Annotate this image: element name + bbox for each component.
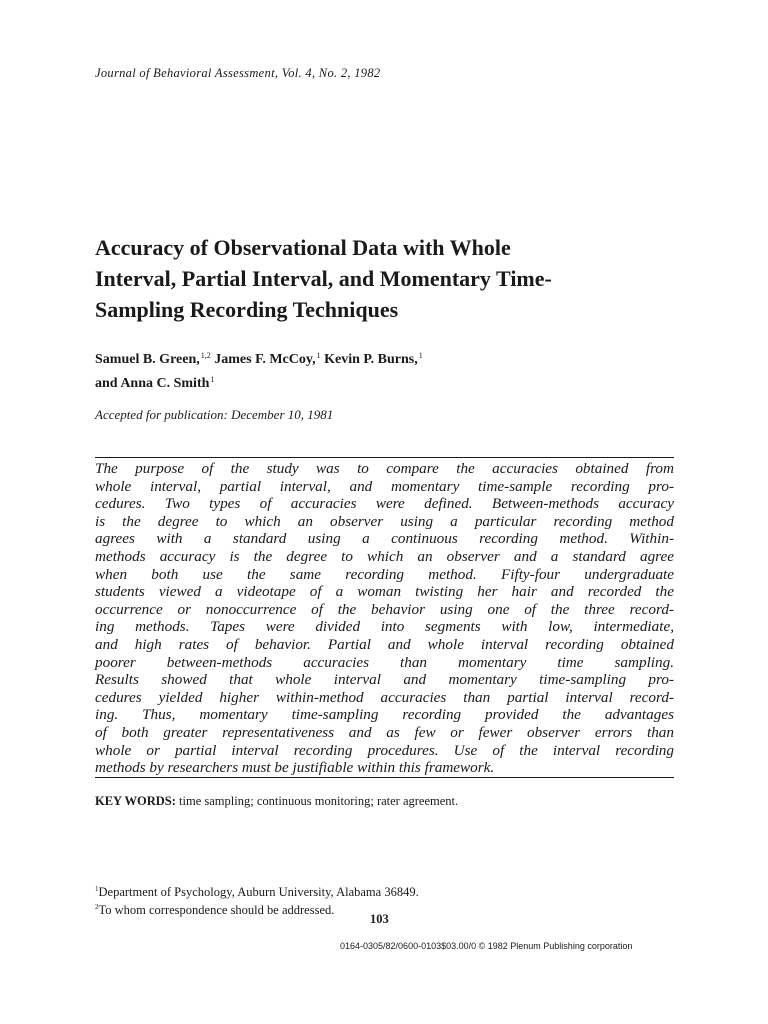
abstract-line: students viewed a videotape of a woman twisting her hair and recorded the [95, 583, 674, 601]
author-list [95, 346, 423, 394]
abstract-line: cedures yielded higher within-method accuracies than partial interval record- [95, 688, 674, 706]
author-name: James F. McCoy, [214, 352, 316, 367]
abstract-line: is the degree to which an observer using a particular recording method [95, 512, 674, 530]
footnote [95, 882, 419, 900]
abstract-top-rule [95, 457, 674, 458]
affiliation-marker: 1 [210, 375, 215, 384]
journal-header: Journal of Behavioral Assessment, Vol. 4, No. 2, 1982 [95, 66, 381, 80]
abstract-line: agrees with a standard using a continuous recording method. Within- [95, 530, 674, 548]
keywords-text: time sampling; continuous monitoring; rater agreement. [179, 794, 459, 808]
abstract-bottom-rule [95, 777, 674, 778]
abstract-line: cedures. Two types of accuracies were defined. Between-methods accuracy [95, 495, 674, 513]
footnote-text: To whom correspondence should be addressed. [98, 903, 335, 917]
abstract-line: whole or partial interval recording procedures. Use of the interval recording [95, 741, 674, 759]
abstract-line: and high rates of behavior. Partial and whole interval recording obtained [95, 635, 674, 653]
abstract-line: methods by researchers must be justifiable within this framework. [95, 759, 495, 777]
abstract-line: occurrence or nonoccurrence of the behavior using one of the three record- [95, 600, 674, 618]
affiliation-marker: 1 [418, 351, 423, 360]
affiliation-marker: 1 [316, 351, 321, 360]
footnote-marker: 1 [95, 885, 99, 893]
abstract-line: when both use the same recording method. Fifty-four undergraduate [95, 565, 674, 583]
page-number: 103 [370, 912, 389, 926]
abstract-line: ing. Thus, momentary time-sampling recording provided the advantages [95, 706, 674, 724]
accepted-date: Accepted for publication: December 10, 1981 [95, 407, 334, 422]
footnote-text: Department of Psychology, Auburn University, Alabama 36849. [98, 885, 419, 899]
author-conjunction: and [95, 376, 118, 391]
abstract-line: ing methods. Tapes were divided into segments with low, intermediate, [95, 618, 674, 636]
author-line-1 [95, 346, 423, 370]
abstract-line: of both greater representativeness and as few or fewer observer errors than [95, 723, 674, 741]
author-name: Kevin P. Burns, [324, 352, 418, 367]
keywords [95, 794, 458, 809]
abstract-line: The purpose of the study was to compare the accuracies obtained from [95, 460, 674, 477]
author-name: Anna C. Smith [120, 376, 210, 391]
abstract [95, 460, 674, 777]
abstract-line: methods accuracy is the degree to which an observer and a standard agree [95, 547, 674, 565]
article-title [95, 232, 695, 325]
copyright-line: 0164-0305/82/0600-0103$03.00/0 © 1982 Plenum Publishing corporation [340, 941, 633, 951]
author-name: Samuel B. Green, [95, 352, 200, 367]
footnote-marker: 2 [95, 903, 99, 911]
title-line: Interval, Partial Interval, and Momentary Time- [95, 266, 552, 291]
title-line: Accuracy of Observational Data with Whole [95, 235, 511, 260]
abstract-line: Results showed that whole interval and momentary time-sampling pro- [95, 671, 674, 689]
abstract-line: poorer between-methods accuracies than momentary time sampling. [95, 653, 674, 671]
abstract-line: whole interval, partial interval, and momentary time-sample recording pro- [95, 477, 674, 495]
affiliation-marker: 1,2 [200, 351, 211, 360]
author-line-2 [95, 370, 423, 394]
keywords-label: KEY WORDS: [95, 794, 176, 808]
title-line: Sampling Recording Techniques [95, 297, 399, 322]
